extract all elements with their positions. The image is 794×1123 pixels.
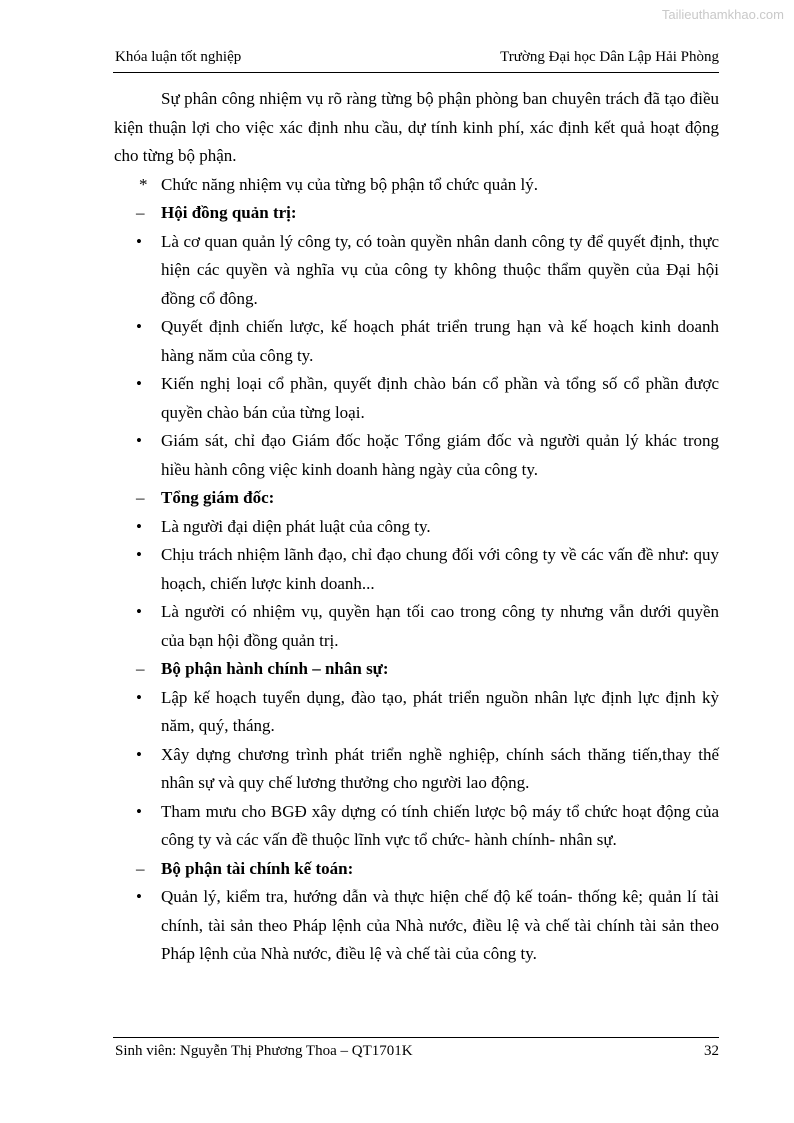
intro-paragraph: Sự phân công nhiệm vụ rõ ràng từng bộ phận phòng ban chuyên trách đã tạo điều kiện thuận lợi cho việc xác định nhu cầu, dự tính kinh phí, xác định kết quả hoạt động cho từng bộ phận. <box>114 89 719 165</box>
list-item <box>114 883 719 969</box>
section-heading-text: Bộ phận hành chính – nhân sự: <box>161 659 389 678</box>
section-heading <box>114 655 719 684</box>
bullet-icon: • <box>136 317 142 336</box>
section-heading-text: Tổng giám đốc: <box>161 488 275 507</box>
list-item-text: Là người có nhiệm vụ, quyền hạn tối cao trong công ty nhưng vẫn dưới quyền của bạn hội đồng quản trị. <box>161 602 719 650</box>
bullet-icon: • <box>136 744 142 764</box>
watermark: Tailieuthamkhao.com <box>661 7 784 22</box>
dash-marker: – <box>136 488 145 507</box>
page-content <box>114 85 719 969</box>
header-right: Trường Đại học Dân Lập Hải Phòng <box>500 49 719 65</box>
list-item-text: Quản lý, kiểm tra, hướng dẫn và thực hiện chế độ kế toán- thống kê; quản lí tài chính, tài sản theo Pháp lệnh của Nhà nước, điều lệ và chế tài chính tài sản theo Pháp lệnh của Nhà nước, điều lệ và chế tài của công ty. <box>161 887 719 963</box>
section-heading <box>114 199 719 228</box>
star-item <box>114 171 719 200</box>
section-heading <box>114 484 719 513</box>
page-number: 32 <box>704 1043 719 1059</box>
bullet-icon: • <box>136 231 142 251</box>
list-item-text: Quyết định chiến lược, kế hoạch phát triển trung hạn và kế hoạch kinh doanh hàng năm của công ty. <box>161 317 719 365</box>
list-item-text: Xây dựng chương trình phát triển nghề nghiệp, chính sách thăng tiến,thay thế nhân sự và quy chế lương thưởng cho người lao động. <box>161 744 719 792</box>
list-item-text: Tham mưu cho BGĐ xây dựng có tính chiến lược bộ máy tổ chức hoạt động của công ty và các vấn đề thuộc lĩnh vực tổ chức- hành chính- nhân sự. <box>161 801 719 849</box>
section-heading-text: Bộ phận tài chính kế toán: <box>161 858 354 878</box>
section-heading <box>114 855 719 884</box>
list-item-text: Là người đại diện phát luật của công ty. <box>161 516 431 536</box>
star-marker: * <box>139 174 148 194</box>
list-item <box>114 513 719 542</box>
list-item <box>114 541 719 598</box>
list-item-text: Giám sát, chỉ đạo Giám đốc hoặc Tổng giám đốc và người quản lý khác trong hiều hành công việc kinh doanh hàng ngày của công ty. <box>161 431 719 479</box>
section-heading-text: Hội đồng quản trị: <box>161 203 297 222</box>
list-item-text: Là cơ quan quản lý công ty, có toàn quyền nhân danh công ty để quyết định, thực hiện các quyền và nghĩa vụ của công ty không thuộc thẩm quyền của Đại hội đồng cổ đông. <box>161 231 719 308</box>
bullet-icon: • <box>136 545 142 564</box>
list-item <box>114 313 719 370</box>
list-item <box>114 798 719 855</box>
star-item-text: Chức năng nhiệm vụ của từng bộ phận tổ chức quản lý. <box>161 174 539 194</box>
bullet-icon: • <box>136 374 142 393</box>
list-item-text: Chịu trách nhiệm lãnh đạo, chỉ đạo chung đối với công ty về các vấn đề như: quy hoạch, chiến lược kinh doanh... <box>161 545 719 593</box>
header-left: Khóa luận tốt nghiệp <box>115 49 242 65</box>
dash-marker: – <box>136 858 145 878</box>
list-item <box>114 684 719 741</box>
page-footer <box>113 1037 719 1059</box>
bullet-icon: • <box>136 801 142 821</box>
dash-marker: – <box>136 203 145 222</box>
bullet-icon: • <box>136 687 142 707</box>
list-item-text: Lập kế hoạch tuyển dụng, đào tạo, phát triển nguồn nhân lực định lực định kỳ năm, quý, tháng. <box>161 687 719 735</box>
bullet-icon: • <box>136 602 142 621</box>
dash-marker: – <box>136 659 145 678</box>
list-item <box>114 598 719 655</box>
list-item <box>114 228 719 314</box>
list-item <box>114 741 719 798</box>
list-item <box>114 370 719 427</box>
bullet-icon: • <box>136 516 142 536</box>
bullet-icon: • <box>136 431 142 450</box>
footer-student: Sinh viên: Nguyễn Thị Phương Thoa – QT1701K <box>115 1043 413 1059</box>
page-header <box>113 48 719 73</box>
list-item-text: Kiến nghị loại cổ phần, quyết định chào bán cổ phần và tổng số cổ phần được quyền chào bán của từng loại. <box>161 374 719 422</box>
list-item <box>114 427 719 484</box>
bullet-icon: • <box>136 887 142 906</box>
